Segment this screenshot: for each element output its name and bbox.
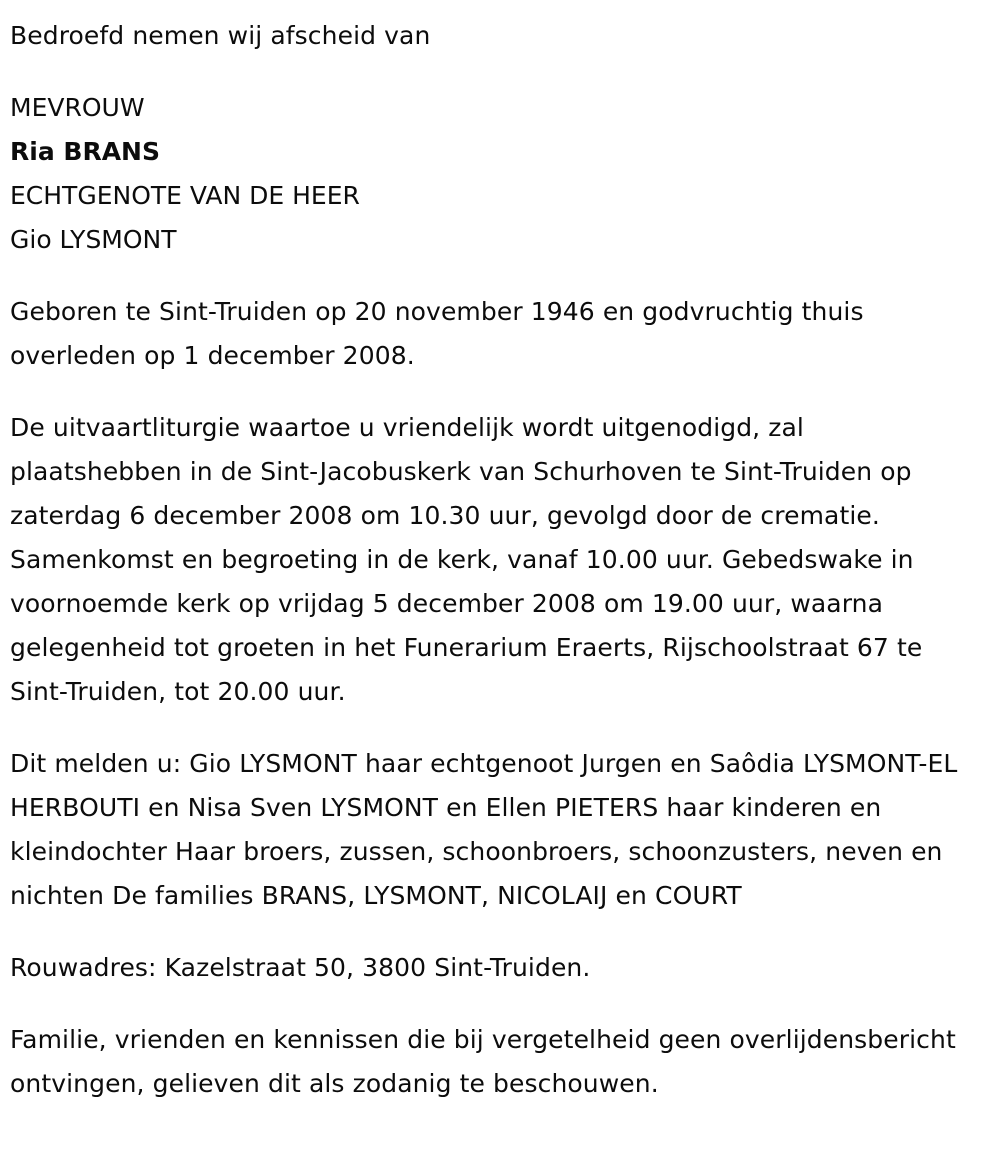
spacer <box>10 990 970 1018</box>
mourning-address-text: Rouwadres: Kazelstraat 50, 3800 Sint-Truiden. <box>10 953 591 982</box>
spacer <box>10 918 970 946</box>
salutation-text: MEVROUW <box>10 93 145 122</box>
spacer <box>10 714 970 742</box>
spouse-name: Gio LYSMONT <box>10 225 177 254</box>
spacer <box>10 58 970 86</box>
deceased-name-block <box>10 86 970 262</box>
spacer <box>10 262 970 290</box>
birth-death-text: Geboren te Sint-Truiden op 20 november 1946 en godvruchtig thuis overleden op 1 december 2008. <box>10 297 864 370</box>
intro-text: Bedroefd nemen wij afscheid van <box>10 21 431 50</box>
announcers-text: Dit melden u: Gio LYSMONT haar echtgenoot Jurgen en Saôdia LYSMONT-EL HERBOUTI en Nisa Sven LYSMONT en Ellen PIETERS haar kinderen en kleindochter Haar broers, zussen, schoonbroers, schoonzusters, neven en nichten De families BRANS, LYSMONT, NICOLAIJ en COURT <box>10 749 958 910</box>
spacer <box>10 378 970 406</box>
notice-text: Familie, vrienden en kennissen die bij vergetelheid geen overlijdensbericht ontvingen, gelieven dit als zodanig te beschouwen. <box>10 1025 956 1098</box>
service-details-text: De uitvaartliturgie waartoe u vriendelijk wordt uitgenodigd, zal plaatshebben in de Sint-Jacobuskerk van Schurhoven te Sint-Truiden op zaterdag 6 december 2008 om 10.30 uur, gevolgd door de crematie. Samenkomst en begroeting in de kerk, vanaf 10.00 uur. Gebedswake in voornoemde kerk op vrijdag 5 december 2008 om 19.00 uur, waarna gelegenheid tot groeten in het Funerarium Eraerts, Rijschoolstraat 67 te Sint-Truiden, tot 20.00 uur. <box>10 413 923 706</box>
deceased-name: Ria BRANS <box>10 137 160 166</box>
relation-label: ECHTGENOTE VAN DE HEER <box>10 181 360 210</box>
